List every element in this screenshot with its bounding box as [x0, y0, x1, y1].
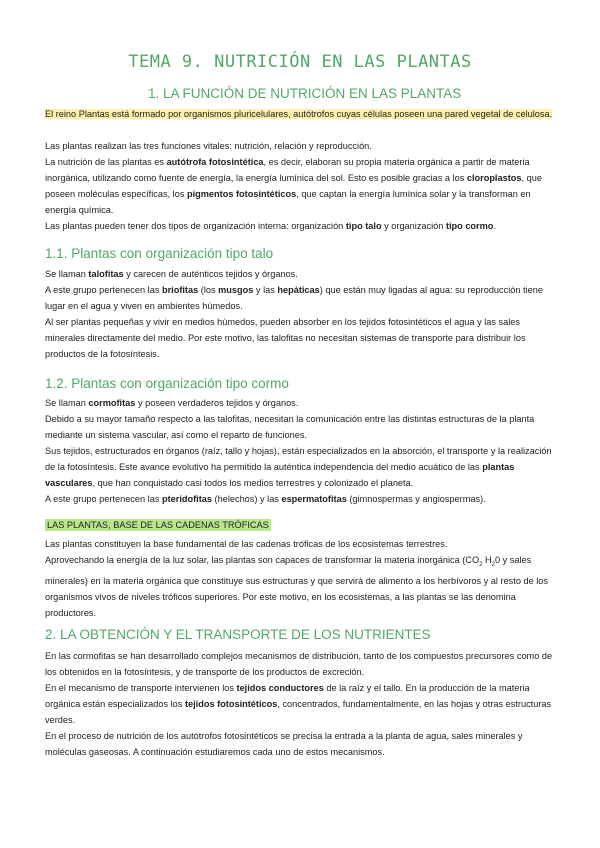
s2-paragraph-3: En el proceso de nutrición de los autótrofos fotosintéticos se precisa la entrada a la planta de agua, sales minerales y moléculas gaseosas. A continuación estudiaremos cada uno de estos mecanismos. [45, 731, 523, 757]
section-1-heading: 1. LA FUNCIÓN DE NUTRICIÓN EN LAS PLANTAS [148, 86, 462, 101]
section-1-2-heading: 1.2. Plantas con organización tipo cormo [45, 376, 289, 391]
page-title: TEMA 9. NUTRICIÓN EN LAS PLANTAS [128, 52, 472, 72]
s13-paragraph-2: Aprovechando la energía de la luz solar, las plantas son capaces de transformar la materia inorgánica ($CO_2$ $H_20$ y sales minerales) en la materia orgánica que constituye sus estructuras y que servirá de alimento a los herbívoros y al resto de los organismos vivos de niveles tróficos superiores. Por este motivo, en los ecosistemas, a las plantas se las denomina productores. [45, 555, 549, 618]
s12-paragraph-1: Se llaman cormofitas y poseen verdaderos tejidos y órganos. [45, 398, 299, 408]
s2-paragraph-2: En el mecanismo de transporte intervienen los tejidos conductores de la raíz y el tallo. En la producción de la materia orgánica están especializados los tejidos fotosintéticos, concentrados, fundamentalmente, en las hojas y otras estructuras verdes. [45, 683, 552, 725]
s12-paragraph-2: Debido a su mayor tamaño respecto a las talofitas, necesitan la comunicación entre las distintas estructuras de la planta mediante un sistema vascular, así como el reparto de funciones. [45, 414, 535, 440]
section-2-heading: 2. LA OBTENCIÓN Y EL TRANSPORTE DE LOS NUTRIENTES [45, 627, 431, 642]
section-1-1-heading: 1.1. Plantas con organización tipo talo [45, 246, 274, 261]
s12-paragraph-3: Sus tejidos, estructurados en órganos (raíz, tallo y hojas), están especializados en la absorción, el transporte y la realización de la fotosíntesis. Este avance evolutivo ha permitido la auténtica independencia del medio acuático de las plantas vasculares, que han conquistado casi todos los medios terrestres y colonizado el planeta. [45, 446, 552, 488]
s1-paragraph-2: Las plantas realizan las tres funciones vitales: nutrición, relación y reproducción. [45, 141, 372, 151]
s11-paragraph-1: Se llaman talofitas y carecen de auténticos tejidos y órganos. [45, 269, 298, 279]
s11-paragraph-2: A este grupo pertenecen las briofitas (los musgos y las hepáticas) que están muy ligadas al agua: su reproducción tiene lugar en el agua y viven en ambientes húmedos. [45, 285, 543, 311]
s12-paragraph-4: A este grupo pertenecen las pteridofitas (helechos) y las espermatofitas (gimnospermas y angiospermas). [45, 494, 486, 504]
s2-paragraph-1: En las cormofitas se han desarrollado complejos mecanismos de distribución, tanto de los compuestos precursores como de los obtenidos en la fotosíntesis, y de transporte de los productos de excreción. [45, 651, 553, 677]
s13-paragraph-1: Las plantas constituyen la base fundamental de las cadenas tróficas de los ecosistemas terrestres. [45, 539, 448, 549]
s1-paragraph-3: La nutrición de las plantas es autótrofa fotosintética, es decir, elaboran su propia materia orgánica a partir de materia inorgánica, utilizando como fuente de energía, la energía lumínica del sol. Esto es posible gracias a los cloroplastos, que poseen moléculas específicas, los pigmentos fotosintéticos, que captan la energía lumínica solar y la transforman en energía química. [45, 157, 542, 215]
trophic-chains-label: LAS PLANTAS, BASE DE LAS CADENAS TRÓFICAS [47, 520, 269, 530]
s11-paragraph-3: Al ser plantas pequeñas y vivir en medios húmedos, pueden absorber en los tejidos fotosintéticos el agua y las sales minerales directamente del medio. Por este motivo, las talofitas no necesitan sistemas de transporte para distribuir los productos de la fotosíntesis. [45, 317, 526, 359]
s1-paragraph-4: Las plantas pueden tener dos tipos de organización interna: organización tipo talo y organización tipo cormo. [45, 221, 496, 231]
s1-paragraph-1 [45, 106, 560, 122]
s1-highlighted-text: El reino Plantas está formado por organismos pluricelulares, autótrofos cuyas células poseen una pared vegetal de celulosa. [45, 109, 553, 119]
